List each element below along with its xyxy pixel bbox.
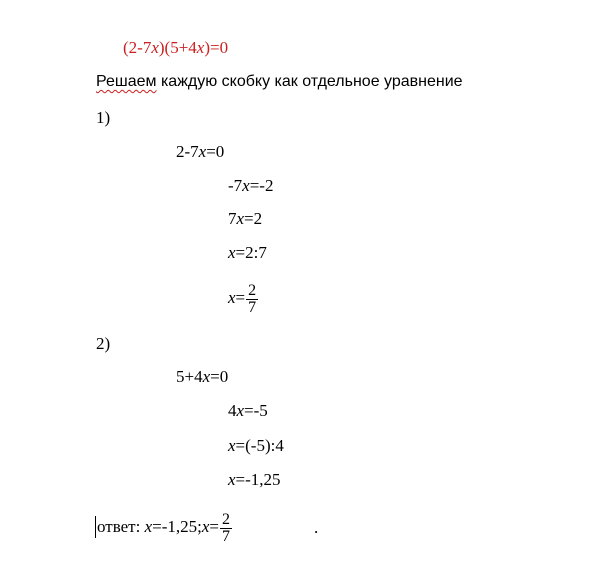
variable: x [228, 436, 236, 455]
variable: x [202, 367, 211, 386]
answer-end-dot: . [314, 518, 319, 537]
part1-step5 [228, 278, 258, 318]
fraction-numerator: 2 [222, 510, 231, 528]
variable: x [144, 517, 153, 536]
variable: x [198, 142, 207, 161]
answer-label: ответ: [97, 517, 145, 536]
variable: x [196, 38, 205, 57]
expr: =2 [244, 209, 263, 228]
expr: 5+4 [176, 367, 203, 386]
expr: =(-5):4 [235, 436, 284, 455]
expr: =-2 [249, 176, 274, 195]
part1-step4 [228, 243, 267, 263]
variable: x [151, 38, 159, 57]
part2-label: 2) [96, 334, 111, 353]
fraction [220, 512, 232, 545]
variable: x [228, 243, 236, 262]
equation-part: (2-7 [123, 38, 152, 57]
variable: x [236, 209, 245, 228]
variable: x [201, 517, 210, 536]
fraction [246, 283, 258, 316]
main-equation [123, 38, 228, 58]
part1-label: 1) [96, 108, 111, 127]
part1-step1 [176, 142, 224, 162]
part2-step3 [228, 436, 284, 456]
expr: =-5 [244, 401, 268, 420]
intro-sentence [96, 72, 463, 92]
expr: = [235, 288, 246, 307]
fraction-denominator: 7 [248, 298, 257, 316]
variable: x [236, 401, 245, 420]
expr: 7 [228, 209, 237, 228]
expr: 4 [228, 401, 237, 420]
fraction-denominator: 7 [222, 527, 231, 545]
part1-step2 [228, 176, 273, 196]
expr: =0 [210, 367, 229, 386]
equation-part: )=0 [204, 38, 229, 57]
variable: x [228, 470, 236, 489]
part2-step2 [228, 401, 268, 421]
variable: x [228, 288, 236, 307]
text-cursor [95, 516, 96, 538]
part2-step4 [228, 470, 281, 490]
expr: =-1,25; [152, 517, 202, 536]
intro-rest: каждую скобку как отдельное уравнение [156, 73, 463, 90]
answer-line [97, 507, 232, 547]
expr: =0 [206, 142, 225, 161]
expr: =-1,25 [235, 470, 281, 489]
fraction-numerator: 2 [248, 281, 257, 299]
part2-step1 [176, 367, 228, 387]
spellcheck-word: Решаем [96, 73, 157, 90]
equation-part: )(5+4 [158, 38, 197, 57]
part1-step3 [228, 209, 262, 229]
expr: =2:7 [235, 243, 267, 262]
expr: -7 [228, 176, 243, 195]
variable: x [242, 176, 250, 195]
expr: = [209, 517, 220, 536]
expr: 2-7 [176, 142, 199, 161]
